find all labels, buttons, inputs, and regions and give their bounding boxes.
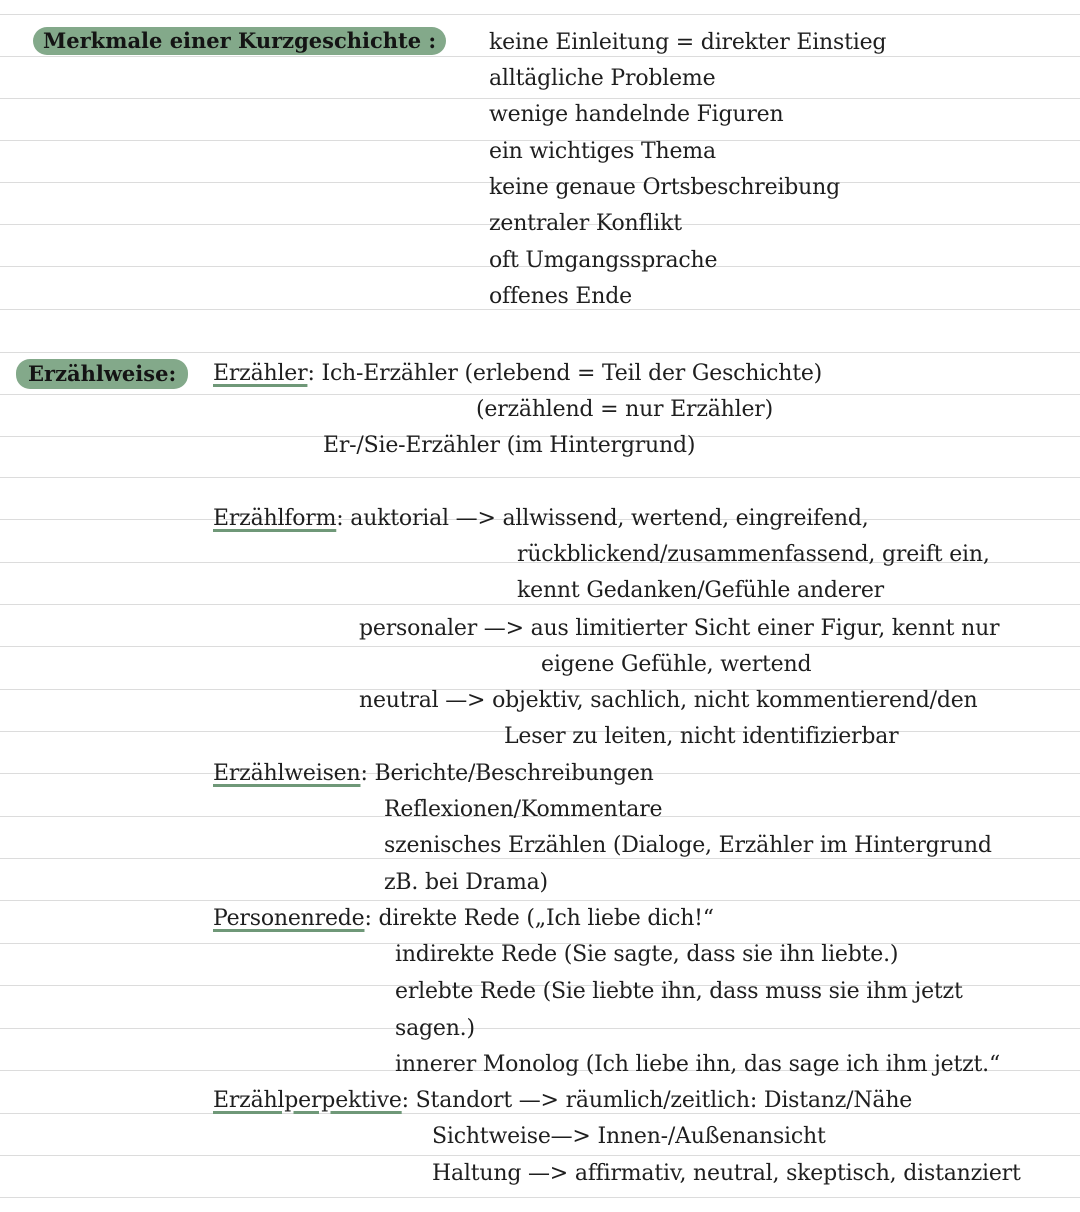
merkmal-item: alltägliche Probleme — [489, 66, 716, 91]
erzaehlweisen-text: Berichte/Beschreibungen — [367, 761, 654, 786]
ruled-line — [0, 477, 1080, 478]
erzaehlform-line-3: kennt Gedanken/Gefühle anderer — [517, 578, 884, 603]
ruled-line — [0, 604, 1080, 605]
ruled-line — [0, 1197, 1080, 1198]
personenrede-text: direkte Rede („Ich liebe dich!“ — [371, 906, 714, 931]
personenrede-line-2: indirekte Rede (Sie sagte, dass sie ihn liebte.) — [395, 942, 899, 967]
erzaehlweisen-line-2: Reflexionen/Kommentare — [384, 797, 663, 822]
personenrede-term: Personenrede — [213, 906, 365, 931]
erzaehlperspektive-sep: : — [401, 1088, 409, 1113]
ruled-line — [0, 900, 1080, 901]
erzaehlweisen-line-3: szenisches Erzählen (Dialoge, Erzähler im Hintergrund — [384, 833, 992, 858]
erzaehlweisen-line-1 — [213, 761, 654, 787]
merkmal-item: ein wichtiges Thema — [489, 139, 716, 164]
erzaehlform-line-2: rückblickend/zusammenfassend, greift ein, — [517, 542, 990, 567]
erzaehler-term: Erzähler — [213, 361, 308, 386]
ruled-line — [0, 1155, 1080, 1156]
erzaehlform-line-1 — [213, 506, 869, 532]
erzaehler-line-3: Er-/Sie-Erzähler (im Hintergrund) — [323, 433, 696, 458]
erzaehlform-line-5: eigene Gefühle, wertend — [541, 652, 812, 677]
ruled-line — [0, 394, 1080, 395]
personenrede-line-1 — [213, 906, 714, 932]
erzaehlweisen-sep: : — [360, 761, 368, 786]
erzaehler-line-2: (erzählend = nur Erzähler) — [476, 397, 773, 422]
erzaehlperspektive-text: Standort —> räumlich/zeitlich: Distanz/Nähe — [408, 1088, 913, 1113]
erzaehlperspektive-line-3: Haltung —> affirmativ, neutral, skeptisch, distanziert — [432, 1161, 1021, 1186]
erzaehlform-line-6: neutral —> objektiv, sachlich, nicht kommentierend/den — [359, 688, 978, 713]
merkmale-heading: Merkmale einer Kurzgeschichte : — [33, 27, 446, 55]
merkmal-item: oft Umgangssprache — [489, 248, 718, 273]
ruled-line — [0, 646, 1080, 647]
erzaehlform-text: auktorial —> allwissend, wertend, eingreifend, — [343, 506, 869, 531]
personenrede-line-3: erlebte Rede (Sie liebte ihn, dass muss sie ihm jetzt — [395, 979, 963, 1004]
merkmal-item: zentraler Konflikt — [489, 211, 682, 236]
erzaehlperspektive-line-1 — [213, 1088, 912, 1114]
erzaehler-sep: : — [307, 361, 315, 386]
personenrede-sep: : — [364, 906, 372, 931]
erzaehlweisen-term: Erzählweisen — [213, 761, 361, 786]
ruled-line — [0, 1028, 1080, 1029]
personenrede-line-4: sagen.) — [395, 1016, 475, 1041]
erzaehlform-term: Erzählform — [213, 506, 337, 531]
erzaehlperspektive-line-2: Sichtweise—> Innen-/Außenansicht — [432, 1124, 826, 1149]
erzaehlweise-heading: Erzählweise: — [16, 359, 188, 389]
ruled-line — [0, 98, 1080, 99]
erzaehlweisen-line-4: zB. bei Drama) — [384, 870, 548, 895]
ruled-line — [0, 56, 1080, 57]
erzaehler-line-1 — [213, 361, 822, 387]
erzaehlform-sep: : — [336, 506, 344, 531]
erzaehlform-line-7: Leser zu leiten, nicht identifizierbar — [504, 724, 899, 749]
merkmal-item: keine genaue Ortsbeschreibung — [489, 175, 840, 200]
merkmal-item: wenige handelnde Figuren — [489, 102, 784, 127]
personenrede-line-5: innerer Monolog (Ich liebe ihn, das sage ich ihm jetzt.“ — [395, 1052, 1001, 1077]
erzaehler-text: Ich-Erzähler (erlebend = Teil der Geschichte) — [314, 361, 823, 386]
ruled-line — [0, 14, 1080, 15]
merkmal-item: keine Einleitung = direkter Einstieg — [489, 30, 887, 55]
erzaehlform-line-4: personaler —> aus limitierter Sicht einer Figur, kennt nur — [359, 616, 1000, 641]
merkmal-item: offenes Ende — [489, 284, 632, 309]
erzaehlperspektive-term: Erzählperpektive — [213, 1088, 402, 1113]
ruled-line — [0, 352, 1080, 353]
